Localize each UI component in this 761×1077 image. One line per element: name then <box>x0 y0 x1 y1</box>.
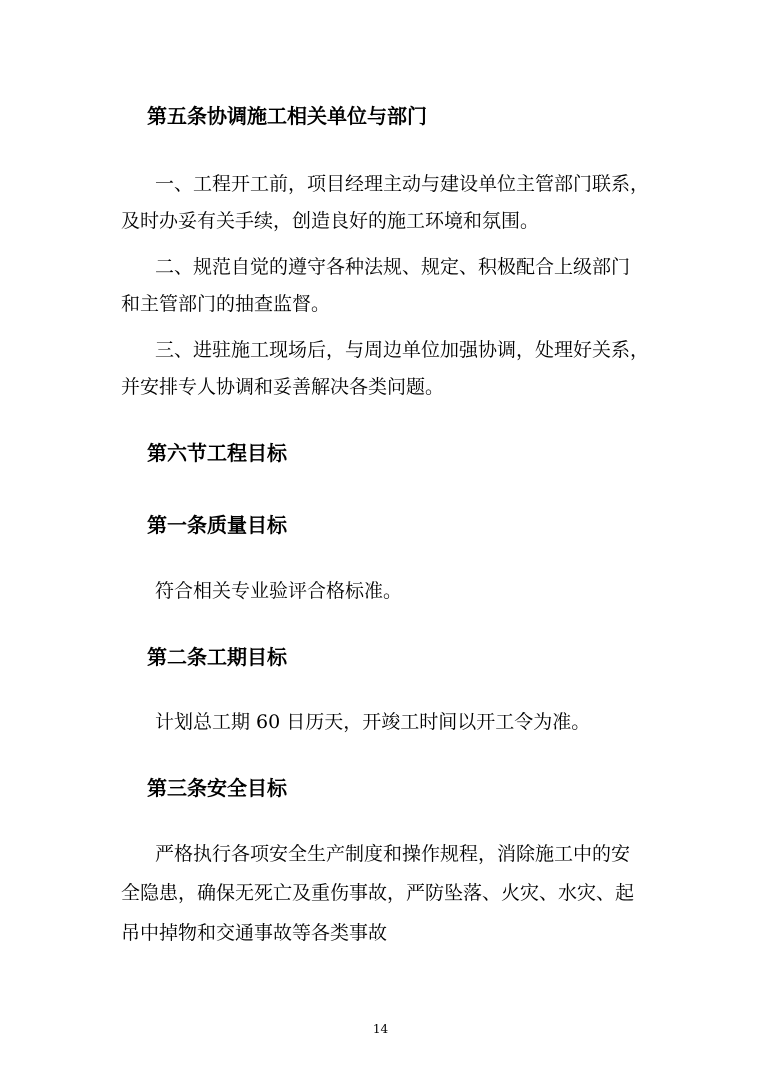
quality-text: 符合相关专业验评合格标准。 <box>155 580 403 602</box>
safety-heading: 第三条安全目标 <box>147 776 287 800</box>
item3-line1: 三、进驻施工现场后，与周边单位加强协调，处理好关系， <box>155 339 650 361</box>
section5-heading: 第五条协调施工相关单位与部门 <box>147 104 427 128</box>
safety-line3: 吊中掉物和交通事故等各类事故 <box>121 922 388 944</box>
page-number: 14 <box>372 1022 389 1036</box>
quality-heading: 第一条质量目标 <box>147 513 287 537</box>
item3-line2: 并安排专人协调和妥善解决各类问题。 <box>121 376 445 398</box>
schedule-heading: 第二条工期目标 <box>147 645 287 669</box>
item2-line1: 二、规范自觉的遵守各种法规、规定、积极配合上级部门 <box>155 256 631 278</box>
safety-line1: 严格执行各项安全生产制度和操作规程，消除施工中的安 <box>155 843 631 865</box>
schedule-text: 计划总工期 60 日历天，开竣工时间以开工令为准。 <box>155 711 591 733</box>
section6-heading: 第六节工程目标 <box>147 441 287 465</box>
safety-line2: 全隐患，确保无死亡及重伤事故，严防坠落、火灾、水灾、起 <box>121 882 635 904</box>
item1-line1: 一、工程开工前，项目经理主动与建设单位主管部门联系， <box>155 173 650 195</box>
item2-line2: 和主管部门的抽查监督。 <box>121 293 331 315</box>
item1-line2: 及时办妥有关手续，创造良好的施工环境和氛围。 <box>121 210 540 232</box>
